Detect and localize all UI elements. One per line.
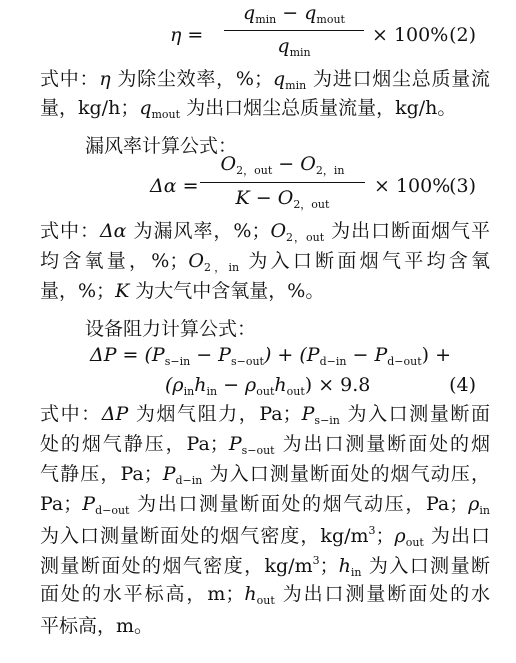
eq2-numerator: $q_{min} - q_{mout}$ bbox=[243, 2, 345, 26]
heading-resistance-formula: 设备阻力计算公式： bbox=[85, 318, 257, 340]
eq3-times: × 100% bbox=[374, 175, 451, 197]
desc4-line1: 式中：ΔP 为烟气阻力，Pa；$P_{s-in}$ 为入口测量断面 bbox=[40, 403, 490, 427]
desc3-line3: 量，%；K 为大气中含氧量，%。 bbox=[40, 280, 325, 302]
eq2-fraction-bar bbox=[224, 30, 364, 31]
desc4-line3: 气静压，Pa；$P_{d-in}$ 为入口测量断面处的烟气动压， bbox=[40, 463, 490, 487]
desc3-line2: 均含氧量，%；$O_{2,in}$ 为入口断面烟气平均含氧 bbox=[40, 250, 490, 274]
eq2-denominator: $q_{min}$ bbox=[277, 35, 311, 59]
eq3-denominator: $K - O_{2,out}$ bbox=[235, 187, 330, 211]
desc4-line7: 面处的水平标高，m；$h_{out}$ 为出口测量断面处的水 bbox=[40, 583, 490, 607]
desc4-line5: 为入口测量断面处的烟气密度，$kg/m^3$；$\rho_{out}$ 为出口 bbox=[40, 524, 490, 549]
eq3-lhs: Δα = bbox=[150, 175, 199, 197]
eq4-line1: $\Delta P = (P_{s-in} - P_{s-out}) + (P_{d-in} - P_{d-out})$ + bbox=[90, 344, 452, 368]
desc4-line4: Pa；$P_{d-out}$ 为出口测量断面处的烟气动压，Pa；$\rho_{in}$ bbox=[40, 493, 490, 517]
desc4-line6: 测量断面处的烟气密度，$kg/m^3$；$h_{in}$ 为入口测量断 bbox=[40, 554, 490, 579]
desc3-line1: 式中：Δα 为漏风率，%；$O_{2,out}$ 为出口断面烟气平 bbox=[40, 220, 490, 244]
eq3-number: (3) bbox=[449, 175, 476, 197]
desc2-line1: 式中：η 为除尘效率，%；$q_{min}$ 为进口烟尘总质量流 bbox=[40, 68, 490, 92]
eq2-times: × 100% bbox=[372, 24, 449, 46]
eq2-number: (2) bbox=[449, 24, 476, 46]
eq2-lhs: η = bbox=[170, 24, 204, 46]
eq3-numerator: $O_{2,out} - O_{2,in}$ bbox=[220, 153, 345, 177]
eq3-fraction-bar bbox=[200, 182, 365, 183]
eq3-fraction bbox=[200, 153, 365, 212]
desc4-line2: 处的烟气静压，Pa；$P_{s-out}$ 为出口测量断面处的烟 bbox=[40, 433, 490, 457]
heading-leak-rate-formula: 漏风率计算公式： bbox=[85, 135, 238, 157]
eq2-fraction bbox=[224, 2, 364, 59]
desc4-line8: 平标高，m。 bbox=[40, 615, 154, 637]
eq4-number: (4) bbox=[449, 374, 476, 396]
eq4-line2: $(\rho_{in}h_{in} - \rho_{out}h_{out}) \times 9.8$ bbox=[165, 374, 371, 398]
desc2-line2: 量，kg/h；$q_{mout}$ 为出口烟尘总质量流量，kg/h。 bbox=[40, 97, 457, 121]
